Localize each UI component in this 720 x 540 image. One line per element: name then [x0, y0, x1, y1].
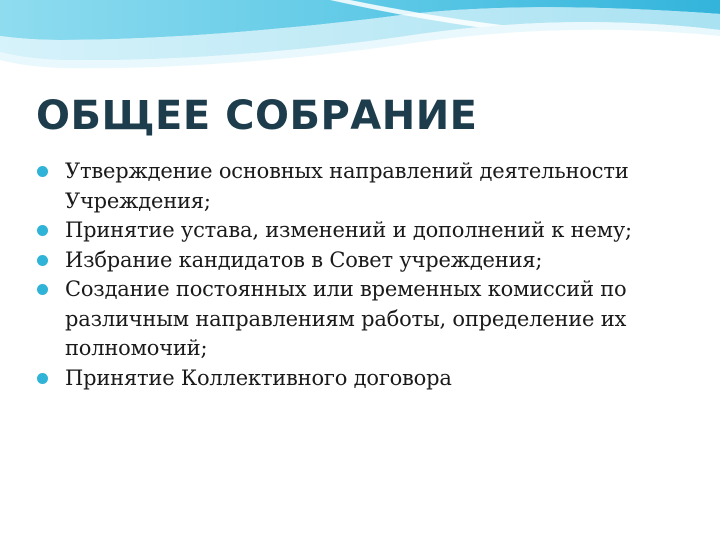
list-item-text: Создание постоянных или временных комиссий по различным направлениям работы, определение их полномочий; — [65, 277, 627, 360]
bullet-dot-icon — [37, 373, 48, 384]
bullet-list — [36, 157, 696, 393]
list-item-text: Принятие Коллективного договора — [65, 365, 452, 390]
bullet-dot-icon — [37, 255, 48, 266]
list-item — [36, 364, 696, 394]
list-item — [36, 216, 696, 246]
bullet-dot-icon — [37, 284, 48, 295]
bullet-dot-icon — [37, 225, 48, 236]
slide-title: ОБЩЕЕ СОБРАНИЕ — [36, 93, 478, 139]
list-item — [36, 275, 696, 364]
list-item-text: Принятие устава, изменений и дополнений к нему; — [65, 218, 632, 242]
bullet-dot-icon — [37, 166, 48, 177]
list-item-text: Избрание кандидатов в Совет учреждения; — [65, 247, 543, 272]
wave-header-decoration — [0, 0, 720, 90]
list-item-text: Утверждение основных направлений деятельности Учреждения; — [65, 159, 629, 213]
list-item — [36, 246, 696, 276]
list-item — [36, 157, 696, 216]
